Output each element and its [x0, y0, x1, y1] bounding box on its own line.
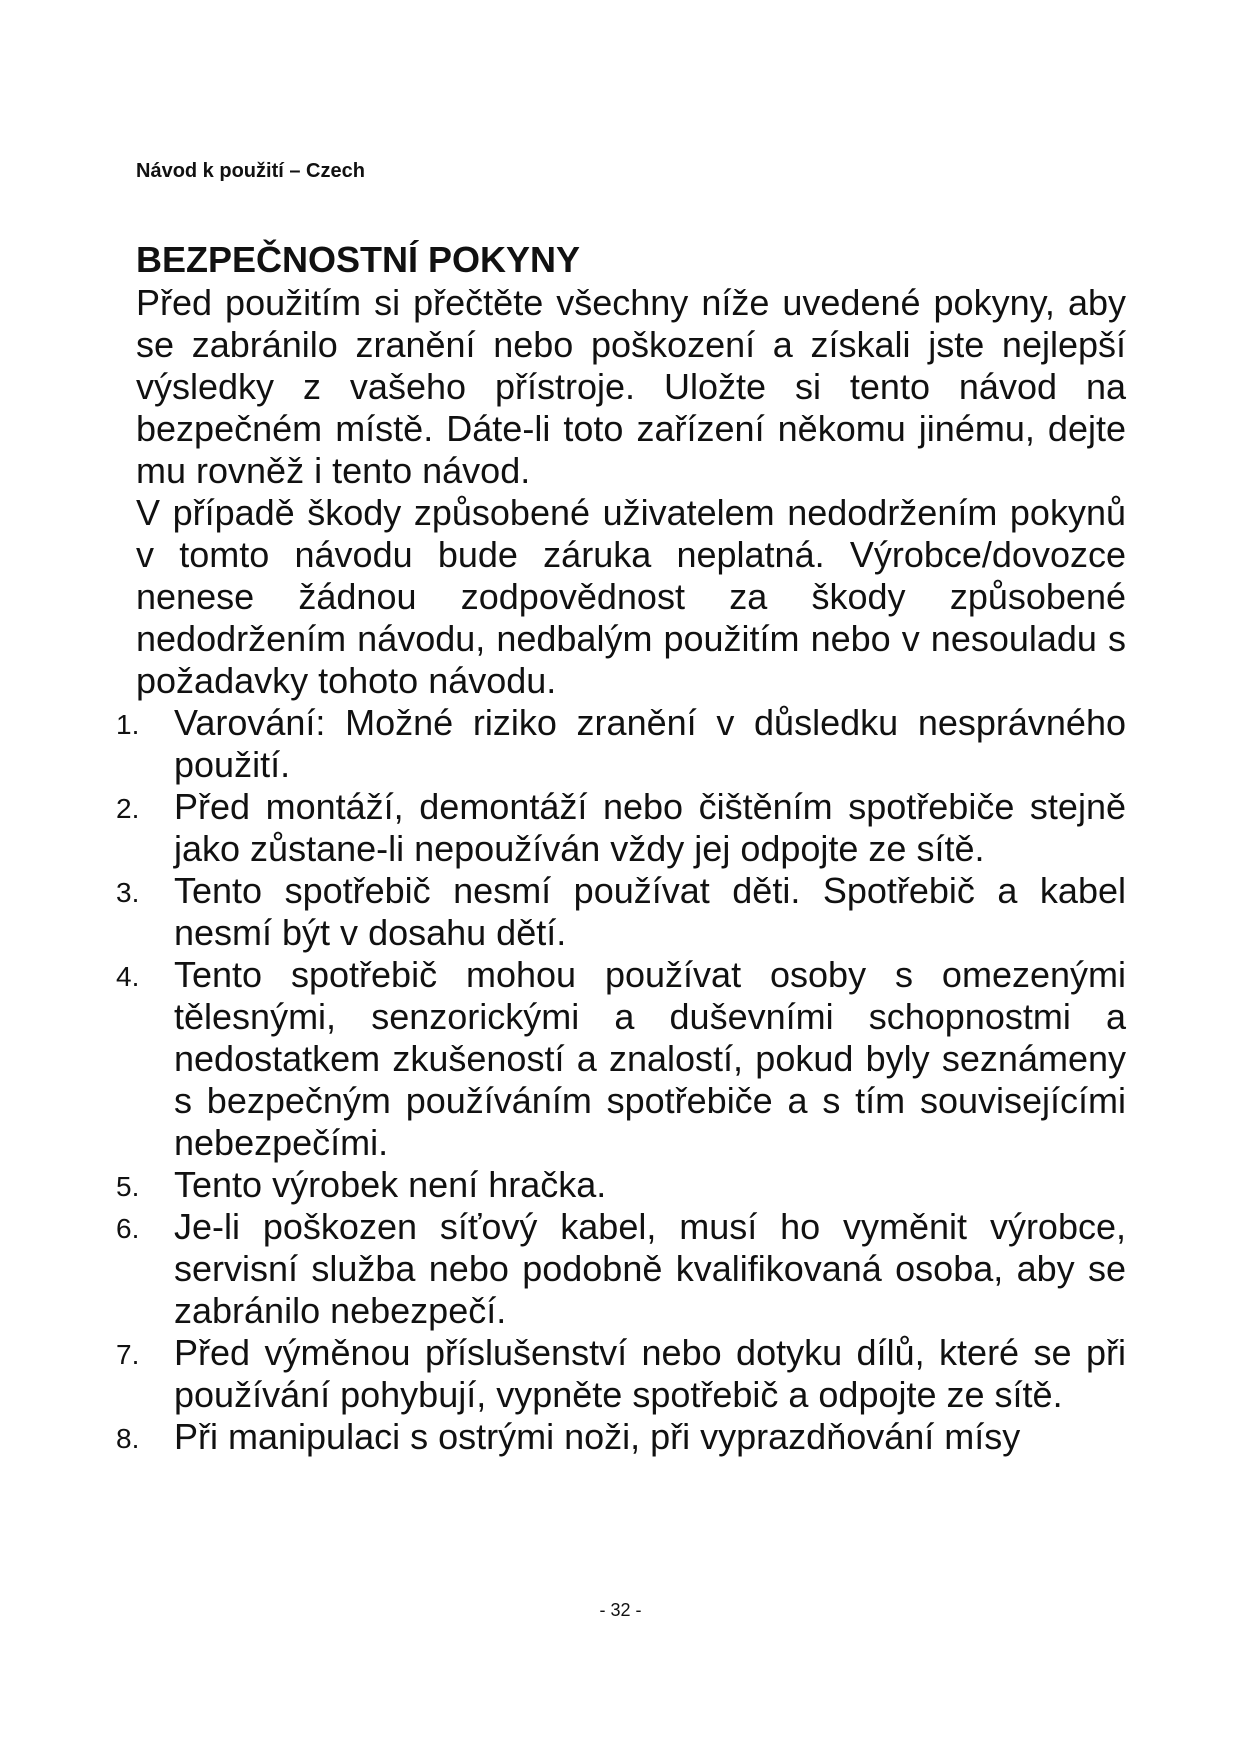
safety-rule: [116, 786, 1126, 870]
rule-number: 7.: [116, 1339, 140, 1370]
safety-rule: [116, 1416, 1126, 1458]
safety-rule: [116, 1206, 1126, 1332]
safety-rule: [116, 870, 1126, 954]
rule-number: 8.: [116, 1423, 140, 1454]
rule-text: Před výměnou příslušenství nebo dotyku dílů, které se při používání pohybují, vypněte spotřebič a odpojte ze sítě.: [174, 1332, 1126, 1415]
rule-number: 2.: [116, 793, 140, 824]
safety-rule: [116, 1332, 1126, 1416]
rule-text: Varování: Možné riziko zranění v důsledku nesprávného použití.: [174, 702, 1126, 785]
rule-number: 3.: [116, 877, 140, 908]
rule-number: 1.: [116, 709, 140, 740]
intro-paragraph: V případě škody způsobené uživatelem nedodržením pokynů v tomto návodu bude záruka neplatná. Výrobce/dovozce nenese žádnou zodpovědnost za škody způsobené nedodržením návodu, nedbalým použitím nebo v nesouladu s požadavky tohoto návodu.: [136, 492, 1126, 701]
page-number: - 32 -: [599, 1600, 642, 1620]
section-title: BEZPEČNOSTNÍ POKYNY: [136, 239, 581, 280]
rule-text: Při manipulaci s ostrými noži, při vyprazdňování mísy: [174, 1416, 1021, 1457]
intro-text: [136, 282, 1126, 702]
intro-paragraph: Před použitím si přečtěte všechny níže uvedené pokyny, aby se zabránilo zranění nebo poškození a získali jste nejlepší výsledky z vašeho přístroje. Uložte si tento návod na bezpečném místě. Dáte-li toto zařízení někomu jinému, dejte mu rovněž i tento návod.: [136, 282, 1126, 491]
rule-number: 6.: [116, 1213, 140, 1244]
rule-number: 4.: [116, 961, 140, 992]
safety-rule: [116, 702, 1126, 786]
safety-rule: [116, 1164, 1126, 1206]
rule-text: Je-li poškozen síťový kabel, musí ho vyměnit výrobce, servisní služba nebo podobně kvalifikovaná osoba, aby se zabránilo nebezpečí.: [174, 1206, 1126, 1331]
rule-text: Před montáží, demontáží nebo čištěním spotřebiče stejně jako zůstane-li nepoužíván vždy jej odpojte ze sítě.: [174, 786, 1126, 869]
running-header: Návod k použití – Czech: [136, 160, 365, 182]
safety-rule: [116, 954, 1126, 1164]
rule-number: 5.: [116, 1171, 140, 1202]
rule-text: Tento spotřebič mohou používat osoby s omezenými tělesnými, senzorickými a duševními schopnostmi a nedostatkem zkušeností a znalostí, pokud byly seznámeny s bezpečným používáním spotřebiče a s tím souvisejícími nebezpečími.: [174, 954, 1126, 1163]
rule-text: Tento spotřebič nesmí používat děti. Spotřebič a kabel nesmí být v dosahu dětí.: [174, 870, 1126, 953]
safety-rules-list: [116, 702, 1126, 1458]
main-content: [116, 238, 1126, 1458]
rule-text: Tento výrobek není hračka.: [174, 1164, 607, 1205]
